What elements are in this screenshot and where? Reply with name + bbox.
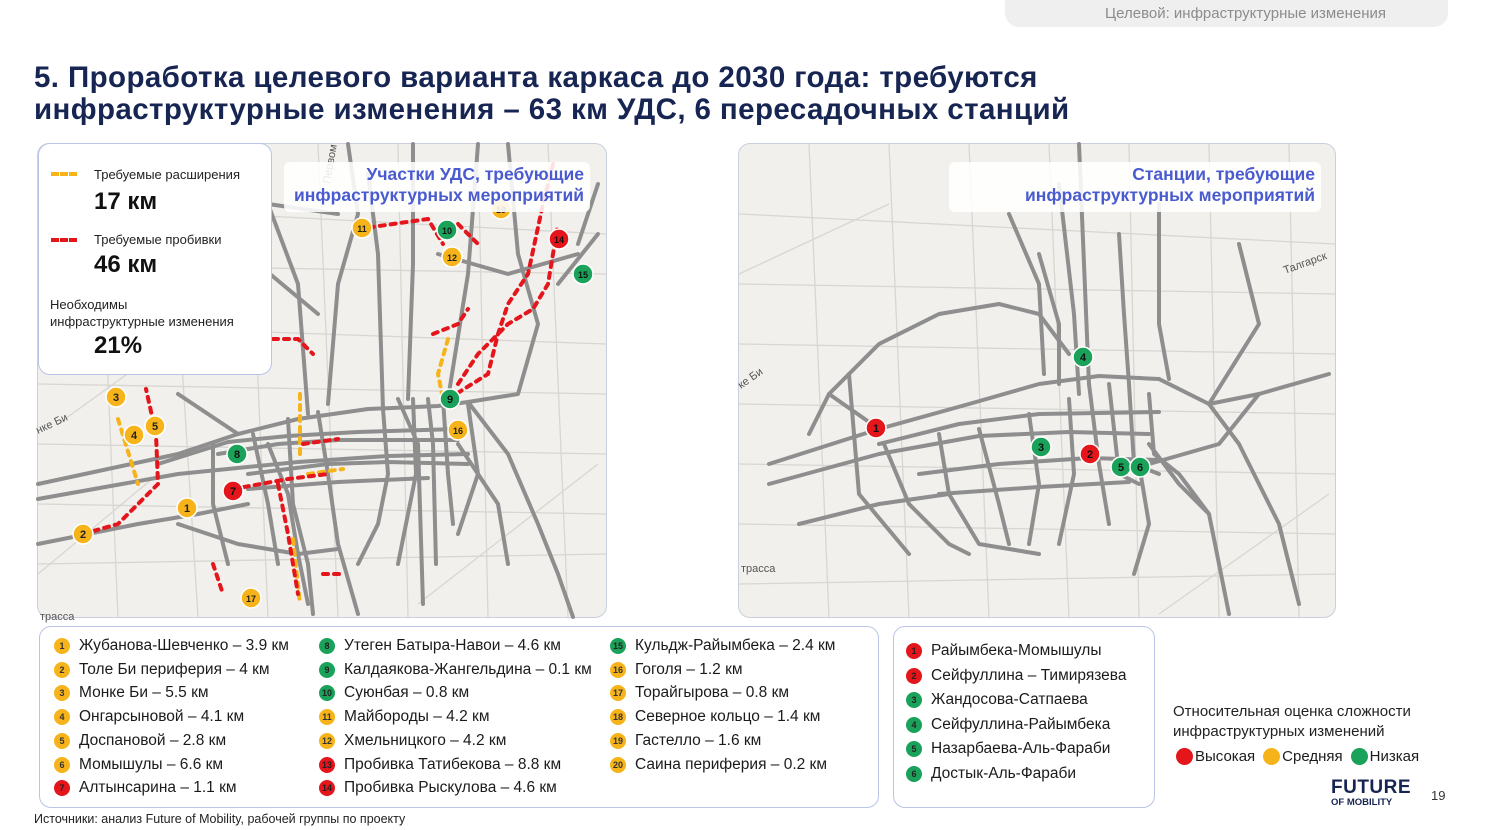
station-legend-item <box>906 640 1102 662</box>
infrastructure-stats-box <box>38 143 272 375</box>
future-of-mobility-logo <box>1331 778 1411 808</box>
segment-legend-item <box>319 706 489 728</box>
station-legend-item <box>906 714 1110 736</box>
seg-marker-3 <box>106 387 126 407</box>
station-marker-number: 6 <box>1136 462 1144 474</box>
segment-legend-text: Алтынсарина – 1.1 км <box>79 779 237 797</box>
segment-legend-item <box>319 777 557 799</box>
segment-legend-number: 14 <box>319 780 335 796</box>
title-line-1: 5. Проработка целевого варианта каркаса до 2030 года: требуются <box>34 61 1038 94</box>
low-dot-icon <box>1351 748 1368 765</box>
seg-marker-5 <box>145 416 165 436</box>
stations-map-canvas <box>735 144 1335 617</box>
seg-marker-15 <box>573 264 593 284</box>
segment-legend-item <box>54 682 209 704</box>
station-legend-text: Достык-Аль-Фараби <box>931 764 1077 782</box>
seg-marker-17 <box>241 588 261 608</box>
page-title <box>34 62 1214 126</box>
rating-low-label: Низкая <box>1369 748 1420 765</box>
segment-legend-number: 13 <box>319 757 335 773</box>
segments-legend <box>39 626 879 808</box>
station-legend-number: 2 <box>906 668 922 684</box>
seg-marker-16 <box>448 420 468 440</box>
seg-marker-number: 9 <box>446 394 454 406</box>
segment-legend-item <box>610 635 835 657</box>
seg-marker-number: 7 <box>229 486 237 498</box>
changes-value: 21% <box>94 332 143 359</box>
seg-marker-number: 14 <box>553 235 565 245</box>
seg-marker-11 <box>352 218 372 238</box>
seg-marker-number: 17 <box>245 594 257 604</box>
segment-legend-item <box>319 730 506 752</box>
segment-legend-item <box>319 635 561 657</box>
station-legend-number: 4 <box>906 717 922 733</box>
segment-legend-text: Пробивка Татибекова – 8.8 км <box>344 755 562 773</box>
source-note: Источники: анализ Future of Mobility, рабочей группы по проекту <box>34 812 406 826</box>
segment-legend-number: 5 <box>54 733 70 749</box>
road-label-ke-bi: ке Би <box>735 365 766 392</box>
seg-marker-10 <box>437 220 457 240</box>
segment-legend-item <box>54 635 289 657</box>
title-line-2: инфраструктурные изменения – 63 км УДС, 6 пересадочных станций <box>34 93 1070 126</box>
changes-label-line-2: инфраструктурные изменения <box>50 314 234 329</box>
station-legend-number: 1 <box>906 643 922 659</box>
segment-legend-item <box>54 730 226 752</box>
segment-legend-text: Утеген Батыра-Навои – 4.6 км <box>344 637 561 654</box>
stations-caption-line-1: Станции, требующие <box>1132 164 1315 184</box>
seg-marker-number: 2 <box>79 529 87 541</box>
high-dot-icon <box>1176 748 1193 765</box>
segment-legend-text: Толе Би периферия – 4 км <box>79 660 270 678</box>
changes-label-line-1: Необходимы <box>50 297 128 312</box>
seg-marker-number: 5 <box>151 421 159 433</box>
rating-legend-title <box>1173 702 1463 742</box>
seg-marker-14 <box>549 229 569 249</box>
station-legend-text: Жандосова-Сатпаева <box>931 691 1088 708</box>
segment-legend-number: 19 <box>610 733 626 749</box>
segment-legend-item <box>610 682 789 704</box>
seg-marker-number: 3 <box>112 392 120 404</box>
segment-legend-text: Пробивка Рыскулова – 4.6 км <box>344 779 557 797</box>
segment-legend-number: 18 <box>610 709 626 725</box>
segment-legend-text: Монке Би – 5.5 км <box>79 684 209 702</box>
segment-legend-item <box>54 659 270 681</box>
segment-legend-text: Жубанова-Шевченко – 3.9 км <box>79 637 289 654</box>
segment-legend-number: 4 <box>54 709 70 725</box>
expansions-value: 17 км <box>94 188 158 215</box>
medium-dot-icon <box>1263 748 1280 765</box>
segments-caption-line-2: инфраструктурных мероприятий <box>294 185 584 205</box>
segment-legend-item <box>319 754 561 776</box>
seg-marker-2 <box>73 524 93 544</box>
stations-map-caption <box>949 162 1321 212</box>
segment-legend-number: 1 <box>54 638 70 654</box>
segment-legend-text: Калдаякова-Жангельдина – 0.1 км <box>344 660 592 678</box>
segment-legend-number: 10 <box>319 685 335 701</box>
seg-marker-1 <box>177 498 197 518</box>
breakthroughs-value: 46 км <box>94 251 158 278</box>
segment-legend-text: Суюнбая – 0.8 км <box>344 684 470 702</box>
station-marker-2 <box>1080 444 1100 464</box>
seg-marker-number: 12 <box>446 253 458 263</box>
station-marker-number: 3 <box>1037 442 1045 454</box>
seg-marker-7 <box>223 481 243 501</box>
seg-marker-number: 4 <box>130 430 138 442</box>
road-label-trassa: трасса <box>40 611 75 623</box>
segment-legend-text: Саина периферия – 0.2 км <box>635 755 827 773</box>
segments-map-caption <box>284 162 590 212</box>
rating-legend <box>1176 748 1427 765</box>
seg-marker-number: 1 <box>183 503 191 515</box>
station-legend-text: Сейфуллина – Тимирязева <box>931 666 1127 684</box>
segment-legend-item <box>54 777 237 799</box>
seg-marker-number: 8 <box>233 449 241 461</box>
station-legend-item <box>906 738 1110 760</box>
station-legend-number: 5 <box>906 741 922 757</box>
segment-legend-item <box>610 659 743 681</box>
rating-medium-label: Средняя <box>1282 748 1343 765</box>
segment-legend-number: 6 <box>54 757 70 773</box>
station-marker-4 <box>1073 347 1093 367</box>
segment-legend-text: Майбороды – 4.2 км <box>344 708 490 726</box>
segment-legend-text: Гастелло – 1.6 км <box>635 731 762 749</box>
segment-legend-text: Кульдж-Райымбека – 2.4 км <box>635 637 836 654</box>
station-legend-item <box>906 763 1076 785</box>
station-marker-6 <box>1130 457 1150 477</box>
expansion-dash-icon <box>51 172 77 176</box>
station-legend-item <box>906 689 1088 711</box>
segment-legend-text: Хмельницкого – 4.2 км <box>344 731 507 749</box>
station-marker-5 <box>1111 457 1131 477</box>
seg-marker-8 <box>227 444 247 464</box>
road-label-trassa-right: трасса <box>741 563 776 575</box>
stations-map <box>735 143 1336 618</box>
seg-marker-number: 10 <box>441 226 453 236</box>
rating-title-line-1: Относительная оценка сложности <box>1173 703 1411 720</box>
segment-legend-text: Гоголя – 1.2 км <box>635 660 743 678</box>
seg-marker-12 <box>442 247 462 267</box>
segment-legend-item <box>610 730 761 752</box>
rating-high-label: Высокая <box>1195 748 1256 765</box>
station-legend-text: Сейфуллина-Райымбека <box>931 715 1111 733</box>
station-marker-number: 2 <box>1086 449 1094 461</box>
stations-legend <box>893 626 1155 808</box>
segments-caption-line-1: Участки УДС, требующие <box>366 164 584 184</box>
station-marker-3 <box>1031 437 1051 457</box>
segment-legend-item <box>319 659 592 681</box>
section-tag: Целевой: инфраструктурные изменения <box>1005 0 1448 27</box>
seg-marker-4 <box>124 425 144 445</box>
stations-caption-line-2: инфраструктурных мероприятий <box>1025 185 1315 205</box>
segment-legend-text: Онгарсыновой – 4.1 км <box>79 708 245 726</box>
segment-legend-number: 12 <box>319 733 335 749</box>
segment-legend-number: 2 <box>54 662 70 678</box>
station-legend-item <box>906 665 1126 687</box>
logo-line-1: FUTURE <box>1331 777 1412 798</box>
segment-legend-number: 3 <box>54 685 70 701</box>
segment-legend-text: Торайгырова – 0.8 км <box>635 684 790 702</box>
seg-marker-number: 11 <box>357 224 367 234</box>
station-legend-text: Назарбаева-Аль-Фараби <box>931 740 1111 757</box>
segment-legend-number: 17 <box>610 685 626 701</box>
breakthroughs-label: Требуемые пробивки <box>94 232 222 247</box>
segment-legend-text: Доспановой – 2.8 км <box>79 731 227 749</box>
segment-legend-text: Северное кольцо – 1.4 км <box>635 708 821 726</box>
segment-legend-number: 7 <box>54 780 70 796</box>
breakthrough-dash-icon <box>51 238 77 242</box>
station-marker-1 <box>866 418 886 438</box>
segment-legend-number: 9 <box>319 662 335 678</box>
seg-marker-number: 15 <box>577 270 589 280</box>
expansions-label: Требуемые расширения <box>94 167 240 182</box>
segment-legend-number: 11 <box>319 709 335 725</box>
segment-legend-number: 8 <box>319 638 335 654</box>
road-label-talgarsk: Талгарск <box>1281 250 1329 277</box>
segment-legend-item <box>610 706 820 728</box>
station-legend-text: Райымбека-Момышулы <box>931 642 1102 659</box>
segment-legend-number: 20 <box>610 757 626 773</box>
rating-title-line-2: инфраструктурных изменений <box>1173 723 1385 740</box>
segment-legend-number: 15 <box>610 638 626 654</box>
segment-legend-item <box>319 682 469 704</box>
station-legend-number: 3 <box>906 692 922 708</box>
page-number: 19 <box>1431 788 1446 803</box>
segment-legend-text: Момышулы – 6.6 км <box>79 755 224 773</box>
segment-legend-number: 16 <box>610 662 626 678</box>
logo-line-2: OF MOBILITY <box>1331 797 1393 808</box>
road-label-monke-bi: нке Би <box>34 411 70 437</box>
station-marker-number: 1 <box>872 423 880 435</box>
seg-marker-number: 16 <box>452 426 464 436</box>
segment-legend-item <box>54 706 244 728</box>
segment-legend-item <box>54 754 223 776</box>
station-marker-number: 5 <box>1117 462 1125 474</box>
segment-legend-item <box>610 754 827 776</box>
station-legend-number: 6 <box>906 766 922 782</box>
seg-marker-9 <box>440 389 460 409</box>
station-marker-number: 4 <box>1079 352 1087 364</box>
